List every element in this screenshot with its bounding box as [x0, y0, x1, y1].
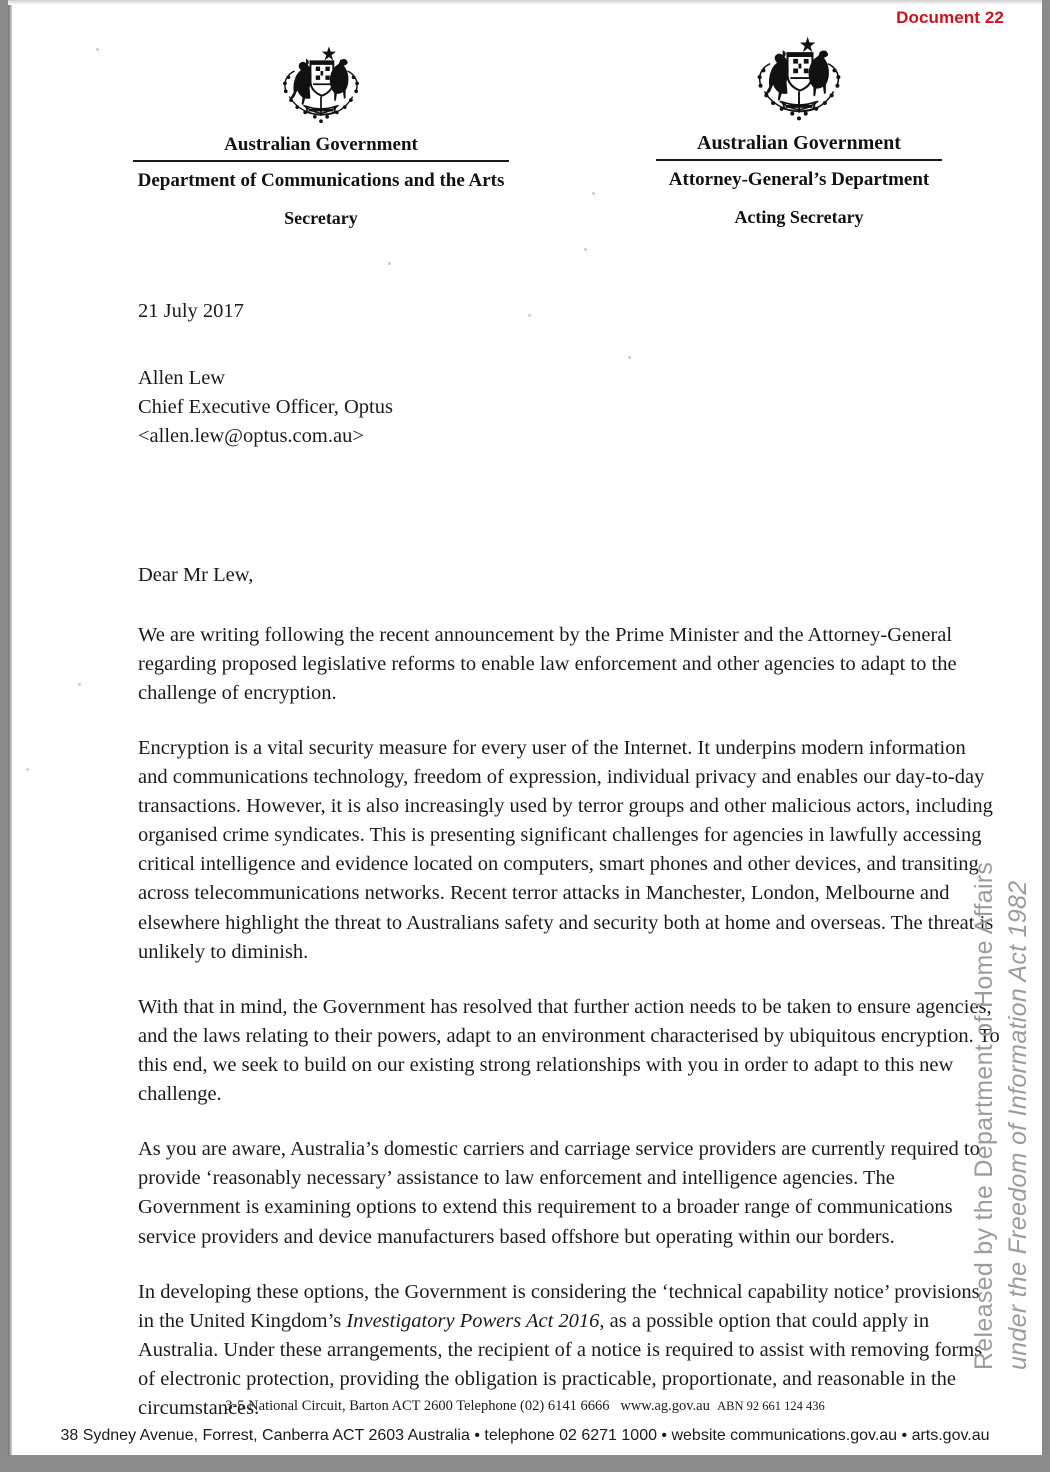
- recipient-title: Chief Executive Officer, Optus: [138, 396, 393, 419]
- scan-speck: [388, 262, 391, 265]
- letterhead-role-left: Secretary: [284, 208, 358, 229]
- letterhead-rule-left: [133, 160, 509, 162]
- paragraph-5-text-before: In developing these options, the Government is considering the ‘technical capability notice’ provisions in the United Kingdom’s: [138, 1280, 980, 1332]
- footer-ag-abn: ABN 92 661 124 436: [717, 1399, 825, 1413]
- act-citation: Investigatory Powers Act 2016: [346, 1309, 600, 1332]
- scan-speck: [592, 192, 595, 195]
- paragraph-2: Encryption is a vital security measure for every user of the Internet. It underpins modern information and communications technology, freedom of expression, individual privacy and enables our day-to-day transactions. However, it is also increasingly used by terror groups and other malicious actors, including organised crime syndicates. This is presenting significant challenges for agencies in lawfully accessing critical intelligence and evidence located on computers, smart phones and other devices, and transiting across telecommunications networks. Recent terror attacks in Manchester, London, Melbourne and elsewhere highlight the threat to Australians safety and security both at home and overseas. The threat is unlikely to diminish.: [138, 736, 994, 963]
- paragraph-5-text-after: , as a possible option that could apply in Australia. Under these arrangements, the recipient of a notice is required to assist with removing forms of electronic protection, providing the obligation is practicable, proportionate, and reasonable in the circumstances.: [138, 1309, 983, 1420]
- footer-ag-address: 3-5 National Circuit, Barton ACT 2600 Telephone (02) 6141 6666: [225, 1398, 610, 1414]
- scan-speck: [78, 683, 81, 686]
- scan-edge-bottom: [0, 1455, 1050, 1472]
- foi-watermark-line-2: under the Freedom of Information Act 1982: [1004, 880, 1032, 1370]
- letterhead-role-right: Acting Secretary: [734, 207, 864, 228]
- paragraph-1: We are writing following the recent announcement by the Prime Minister and the Attorney-General regarding proposed legislative reforms to enable law enforcement and other agencies to adapt to the challenge of encryption.: [138, 623, 957, 704]
- scan-speck: [26, 768, 29, 771]
- coat-of-arms-icon: [275, 42, 367, 130]
- letter-body: [138, 297, 1000, 1423]
- footer-communications: 38 Sydney Avenue, Forrest, Canberra ACT 2603 Australia • telephone 02 6271 1000 • website communications.gov.au • arts.gov.au: [60, 1427, 990, 1444]
- recipient-email: <allen.lew@optus.com.au>: [138, 425, 364, 448]
- recipient-name: Allen Lew: [138, 367, 226, 390]
- paragraph-4: As you are aware, Australia’s domestic carriers and carriage service providers are currently required to provide ‘reasonably necessary’ assistance to law enforcement and intelligence agencies. The Government is examining options to extend this requirement to a broader range of communications service providers and device manufacturers based offshore but operating within our borders.: [138, 1138, 980, 1248]
- document-number-stamp: Document 22: [896, 8, 1004, 27]
- footer-ag-website: www.ag.gov.au: [620, 1398, 710, 1414]
- foi-watermark-line-1: Released by the Department of Home Affairs: [970, 861, 998, 1370]
- paragraph-3: With that in mind, the Government has resolved that further action needs to be taken to ensure agencies, and the laws relating to their powers, adapt to an environment characterised by ubiquitous encryption. To this end, we seek to build on our existing strong relationships with you in order to adapt to this new challenge.: [138, 995, 1000, 1106]
- footer-attorney-general: [8, 1398, 1042, 1415]
- letter-date: 21 July 2017: [138, 300, 244, 322]
- coat-of-arms-icon: [749, 32, 849, 128]
- letterhead-department-right: Attorney-General’s Department: [668, 169, 930, 191]
- letterhead-rule-right: [656, 159, 942, 161]
- scan-speck: [96, 48, 99, 51]
- letterhead-government-left: Australian Government: [224, 134, 418, 155]
- scanned-document-page: [8, 0, 1042, 1455]
- scan-speck: [628, 356, 631, 359]
- letterhead-communications: [121, 42, 521, 229]
- letterhead-attorney-general: [634, 32, 964, 228]
- scan-edge-top: [8, 0, 1042, 5]
- recipient-block: [138, 364, 1000, 451]
- letterhead-department-left: Department of Communications and the Arts: [137, 170, 505, 192]
- scan-speck: [584, 248, 587, 251]
- scan-speck: [528, 314, 531, 317]
- scan-edge-left: [8, 0, 12, 1455]
- letterhead-government-right: Australian Government: [697, 132, 901, 154]
- salutation: Dear Mr Lew,: [138, 564, 254, 587]
